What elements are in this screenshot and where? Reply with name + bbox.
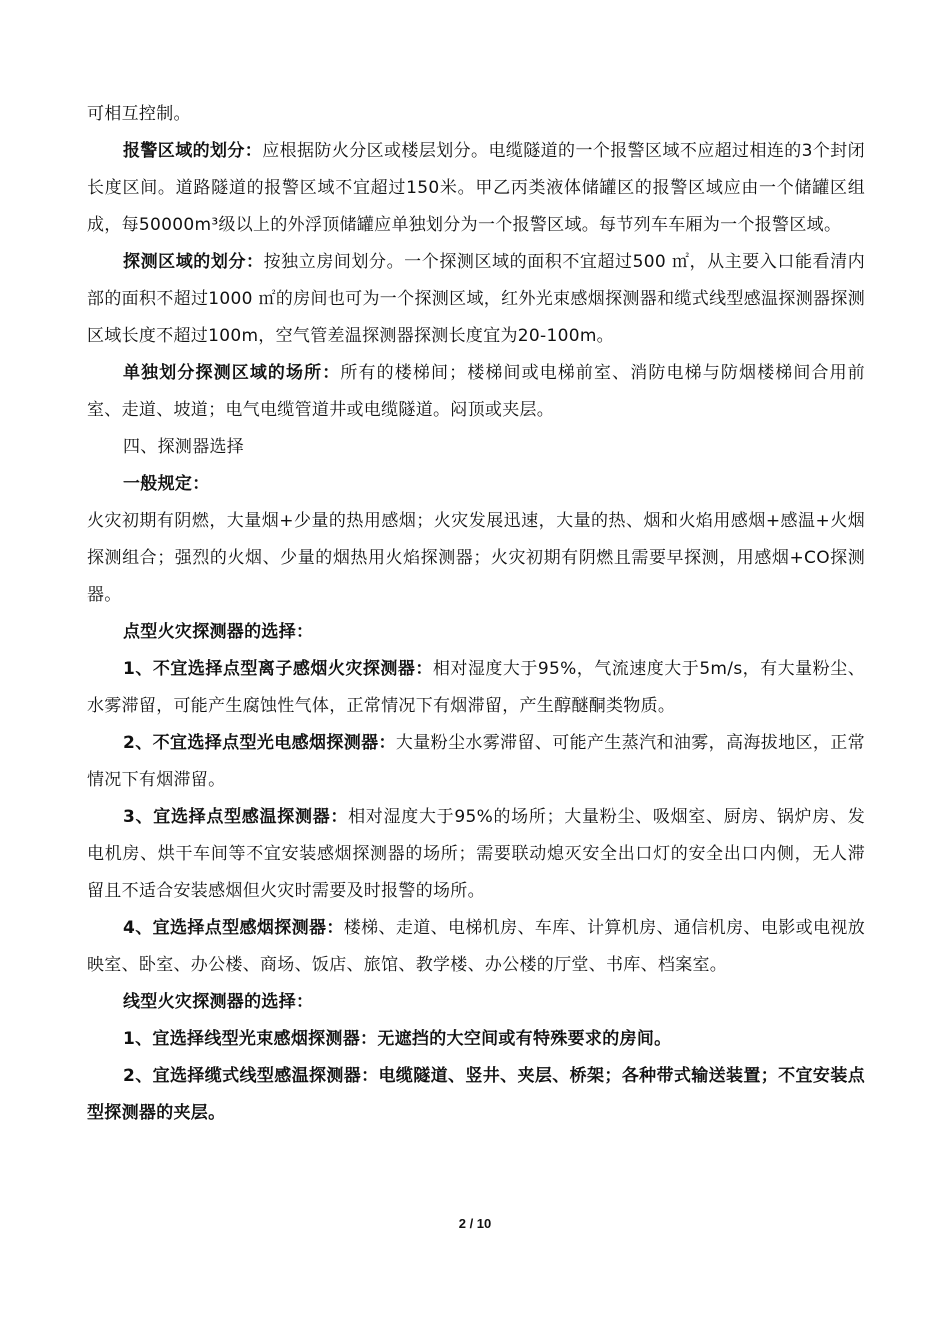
subheading-text: 线型火灾探测器的选择：	[123, 992, 314, 1012]
paragraph-text: 火灾初期有阴燃，大量烟+少量的热用感烟；火灾发展迅速，大量的热、烟和火焰用感烟+感温+火烟探测组合；强烈的火烟、少量的烟热用火焰探测器；火灾初期有阴燃且需要早探测，用感烟+CO探测器。	[87, 511, 865, 605]
paragraph-alarm-zone	[87, 133, 865, 244]
list-item-point-2	[87, 725, 865, 799]
section-heading-detector-selection	[87, 429, 865, 466]
subheading-general-rules	[87, 466, 865, 503]
list-item-heading: 2、不宜选择点型光电感烟探测器：	[123, 733, 396, 753]
paragraph-heading: 报警区域的划分：	[123, 141, 263, 161]
list-item-line-1	[87, 1021, 865, 1058]
page-number: 2 / 10	[458, 1216, 492, 1231]
paragraph-heading: 单独划分探测区域的场所：	[123, 363, 341, 383]
paragraph-heading: 探测区域的划分：	[123, 252, 264, 272]
list-item-point-4	[87, 910, 865, 984]
paragraph-text: 按独立房间划分。一个探测区域的面积不宜超过500 ㎡，从主要入口能看清内部的面积不超过1000 ㎡的房间也可为一个探测区域，红外光束感烟探测器和缆式线型感温探测器探测区域长度不超过100m，空气管差温探测器探测长度宜为20-100m。	[87, 252, 865, 346]
list-item-text: 1、宜选择线型光束感烟探测器：无遮挡的大空间或有特殊要求的房间。	[123, 1029, 672, 1049]
subheading-line-detectors	[87, 984, 865, 1021]
paragraph-continuation	[87, 96, 865, 133]
list-item-point-1	[87, 651, 865, 725]
subheading-point-detectors	[87, 614, 865, 651]
list-item-heading: 3、宜选择点型感温探测器：	[123, 807, 349, 827]
document-body	[87, 96, 865, 1132]
subheading-text: 点型火灾探测器的选择：	[123, 622, 314, 642]
list-item-text: 2、宜选择缆式线型感温探测器：电缆隧道、竖井、夹层、桥架；各种带式输送装置；不宜安装点型探测器的夹层。	[87, 1066, 865, 1123]
list-item-text: 楼梯、走道、电梯机房、车库、计算机房、通信机房、电影或电视放映室、卧室、办公楼、商场、饭店、旅馆、教学楼、办公楼的厅堂、书库、档案室。	[87, 918, 866, 975]
list-item-point-3	[87, 799, 865, 910]
paragraph-text: 应根据防火分区或楼层划分。电缆隧道的一个报警区域不应超过相连的3个封闭长度区间。道路隧道的报警区域不宜超过150米。甲乙丙类液体储罐区的报警区域应由一个储罐区组成，每50000m³级以上的外浮顶储罐应单独划分为一个报警区域。每节列车车厢为一个报警区域。	[87, 141, 865, 235]
list-item-heading: 4、宜选择点型感烟探测器：	[123, 918, 344, 938]
list-item-text: 相对湿度大于95%，气流速度大于5m/s，有大量粉尘、水雾滞留，可能产生腐蚀性气体，正常情况下有烟滞留，产生醇醚酮类物质。	[87, 659, 865, 716]
paragraph-general-rules	[87, 503, 865, 614]
list-item-line-2	[87, 1058, 865, 1132]
paragraph-separate-zones	[87, 355, 865, 429]
paragraph-detection-zone	[87, 244, 865, 355]
list-item-text: 相对湿度大于95%的场所；大量粉尘、吸烟室、厨房、锅炉房、发电机房、烘干车间等不宜安装感烟探测器的场所；需要联动熄灭安全出口灯的安全出口内侧，无人滞留且不适合安装感烟但火灾时需要及时报警的场所。	[87, 807, 865, 901]
list-item-text: 大量粉尘水雾滞留、可能产生蒸汽和油雾，高海拔地区，正常情况下有烟滞留。	[87, 733, 865, 790]
section-heading-text: 四、探测器选择	[123, 437, 245, 457]
subheading-text: 一般规定：	[123, 474, 210, 494]
paragraph-text: 可相互控制。	[87, 104, 191, 124]
list-item-heading: 1、不宜选择点型离子感烟火灾探测器：	[123, 659, 433, 679]
paragraph-text: 所有的楼梯间；楼梯间或电梯前室、消防电梯与防烟楼梯间合用前室、走道、坡道；电气电缆管道井或电缆隧道。闷顶或夹层。	[87, 363, 865, 420]
